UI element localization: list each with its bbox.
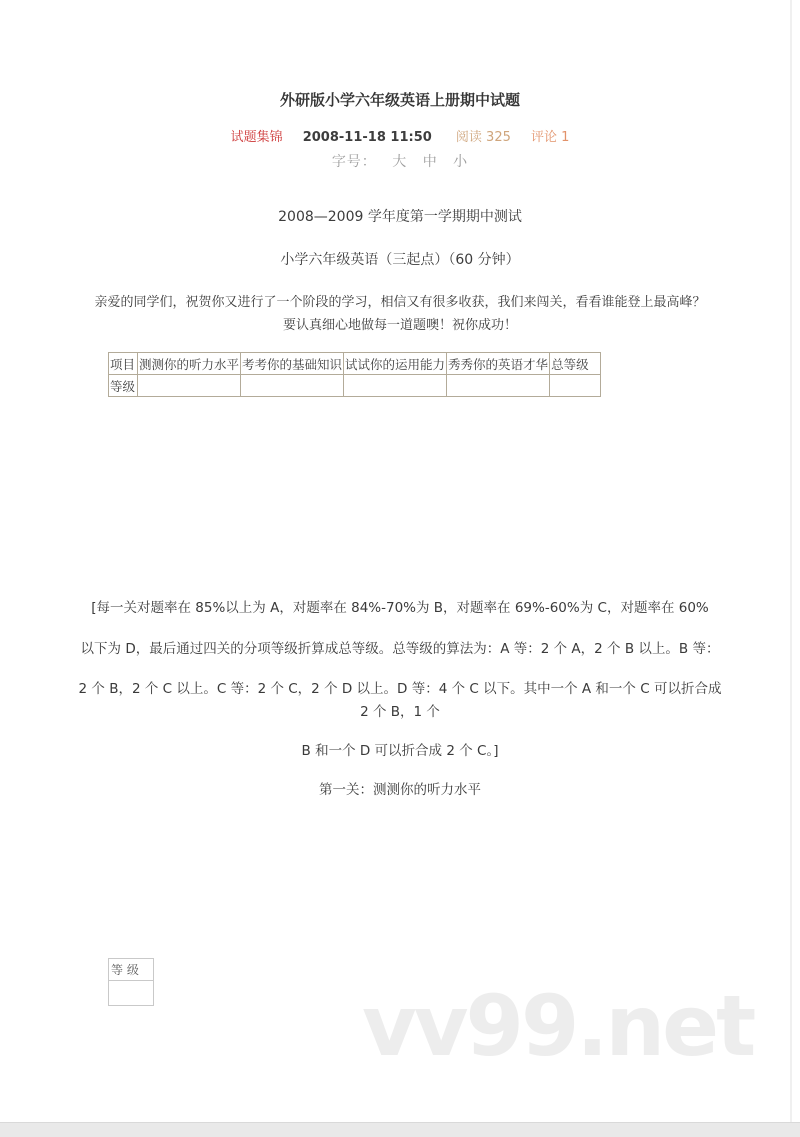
score-table: [108, 352, 601, 397]
score-table-header-cell: 总等级: [550, 353, 601, 375]
comment-count-link[interactable]: 评论 1: [531, 130, 570, 145]
font-size-medium-link[interactable]: 中: [422, 154, 438, 170]
grading-note-line: [每一关对题率在 85%以上为 A，对题率在 84%-70%为 B，对题率在 69%-60%为 C，对题率在 60%: [91, 600, 709, 616]
section-1-title: 第一关：测测你的听力水平: [319, 782, 481, 798]
score-table-header-cell: 项目: [109, 353, 138, 375]
grading-note-line: 2 个 B，2 个 C 以上。C 等：2 个 C，2 个 D 以上。D 等：4 个 C 以下。其中一个 A 和一个 C 可以折合成: [78, 681, 722, 697]
score-table-empty-cell: [241, 375, 344, 397]
grading-note-line: 以下为 D，最后通过四关的分项等级折算成总等级。总等级的算法为：A 等：2 个 A，2 个 B 以上。B 等：: [80, 641, 720, 657]
score-table-header-cell: 考考你的基础知识: [241, 353, 344, 375]
score-table-empty-cell: [344, 375, 447, 397]
font-size-bar: [0, 151, 800, 171]
font-size-small-link[interactable]: 小: [453, 154, 469, 170]
category-link[interactable]: 试题集锦: [230, 130, 283, 145]
grade-box-table: [108, 958, 154, 1006]
grade-box-label-row: [109, 959, 154, 981]
post-title: 外研版小学六年级英语上册期中试题: [279, 91, 520, 109]
score-table-empty-cell: [447, 375, 550, 397]
site-watermark: vv99.net: [362, 977, 754, 1075]
score-table-header-cell: 试试你的运用能力: [344, 353, 447, 375]
read-count: 阅读 325: [455, 130, 511, 145]
exam-heading: 2008—2009 学年度第一学期期中测试: [278, 209, 522, 225]
font-size-large-link[interactable]: 大: [392, 154, 408, 170]
intro-paragraph-line-1: 亲爱的同学们，祝贺你又进行了一个阶段的学习，相信又有很多收获，我们来闯关，看看谁能登上最高峰？: [94, 295, 706, 310]
grade-box-empty-row: [109, 981, 154, 1006]
page-right-border: [790, 0, 792, 1122]
post-meta: [0, 126, 800, 145]
score-table-empty-cell: [550, 375, 601, 397]
grading-note-line: B 和一个 D 可以折合成 2 个 C。]: [301, 743, 499, 759]
score-table-header-cell: 测测你的听力水平: [138, 353, 241, 375]
score-table-empty-cell: [138, 375, 241, 397]
score-table-grade-row: [109, 375, 601, 397]
intro-paragraph-line-2: 要认真细心地做每一道题噢！祝你成功！: [282, 318, 517, 333]
font-size-label: 字号：: [331, 154, 377, 170]
score-table-row-label: 等级: [109, 375, 138, 397]
bottom-scrollbar-track[interactable]: [0, 1122, 800, 1137]
score-table-header-cell: 秀秀你的英语才华: [447, 353, 550, 375]
grading-note-line: 2 个 B，1 个: [360, 704, 440, 720]
score-table-header-row: [109, 353, 601, 375]
grade-box-label-cell: 等 级: [109, 959, 154, 981]
exam-subheading: 小学六年级英语（三起点）（60 分钟）: [280, 252, 520, 268]
post-datetime: 2008-11-18 11:50: [302, 130, 432, 145]
grade-box-empty-cell: [109, 981, 154, 1006]
